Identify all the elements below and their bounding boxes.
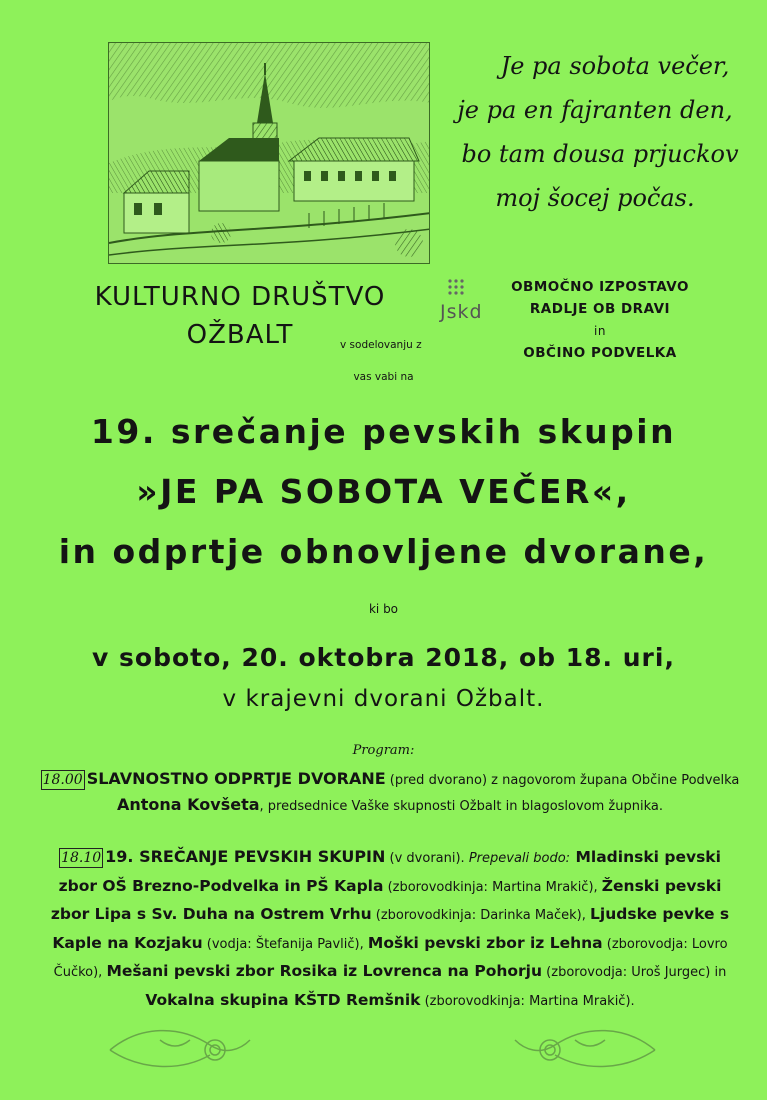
organizer-line2: OŽBALT	[186, 320, 294, 350]
event-venue: v krajevni dvorani Ožbalt.	[222, 686, 545, 712]
poem-line: bo tam dousa prjuckov	[461, 140, 739, 168]
choir-director: (zborovodkinja: Martina Mrakič).	[420, 993, 635, 1009]
jskd-logo	[440, 275, 500, 335]
jskd-logo-text: Jskd	[440, 301, 483, 323]
performers-label: Prepevali bodo:	[468, 851, 571, 866]
event-title-line3: in odprtje obnovljene dvorane,	[58, 532, 709, 571]
choir-director: (zborovodja: Lovro Čučko),	[53, 936, 728, 980]
choir-director: (zborovodkinja: Darinka Maček),	[371, 908, 591, 923]
program-heading: Program:	[352, 743, 415, 758]
village-church-illustration	[108, 42, 430, 264]
choir-name: Vokalna skupina KŠTD Remšnik	[145, 990, 421, 1009]
partners	[495, 276, 705, 364]
choir-name: Mešani pevski zbor Rosika iz Lovrenca na Pohorju	[106, 962, 543, 980]
choir-name: Ljudske pevke s Kaple na Kozjaku	[52, 905, 730, 952]
partner-line4: OBČINO PODVELKA	[523, 345, 677, 361]
choir-name: Moški pevski zbor iz Lehna	[367, 933, 603, 952]
choir-director: (zborovodkinja: Martina Mrakič),	[383, 879, 602, 895]
event-title-line2: »JE PA SOBOTA VEČER«,	[136, 472, 631, 511]
program-time: 18.00	[42, 772, 83, 788]
program-item-2	[40, 844, 740, 1015]
event-title-line1: 19. srečanje pevskih skupin	[90, 412, 677, 451]
program-item-1	[40, 767, 740, 819]
choir-director: (vodja: Štefanija Pavlič),	[202, 936, 368, 952]
program-item-text: , predsednice Vaške skupnosti Ožbalt in blagoslovom župnika.	[259, 799, 663, 814]
program-item-person: Antona Kovšeta	[116, 795, 260, 814]
choir-director: (zborovodja: Uroš Jurgec) in	[542, 965, 727, 980]
program-time: 18.10	[61, 850, 102, 866]
partner-line2: RADLJE OB DRAVI	[529, 301, 671, 317]
poem	[425, 44, 745, 220]
program-item-text: (pred dvorano) z nagovorom županа Občine Podvelka	[385, 773, 740, 788]
choir-name: Mladinski pevski zbor OŠ Brezno-Podvelka in PŠ Kapla	[58, 848, 721, 895]
program-item-title: 19. SREČANJE PEVSKIH SKUPIN	[105, 847, 386, 866]
ornament-right-icon	[505, 1020, 665, 1080]
poem-line: je pa en fajranten den,	[457, 96, 733, 124]
jskd-dots-icon	[446, 277, 466, 297]
kibo-text: ki bo	[368, 602, 399, 616]
poem-line: moj šocej počas.	[495, 184, 695, 212]
poem-line: Je pa sobota večer,	[500, 52, 730, 80]
event-date: v soboto, 20. oktobra 2018, ob 18. uri,	[92, 643, 675, 672]
partner-line3: in	[594, 324, 606, 338]
choir-name: Ženski pevski zbor Lipa s Sv. Duha na Ostrem Vrhu	[50, 876, 722, 923]
partner-line1: OBMOČNO IZPOSTAVO	[511, 279, 689, 295]
invites-text: vas vabi na	[353, 371, 414, 383]
ornament-left-icon	[100, 1020, 260, 1080]
program-item-text: (v dvorani).	[385, 851, 469, 866]
program-item-title: SLAVNOSTNO ODPRTJE DVORANE	[86, 769, 386, 788]
organizer-line1: KULTURNO DRUŠTVO	[94, 282, 386, 312]
collaboration-text: v sodelovanju z	[340, 339, 422, 351]
